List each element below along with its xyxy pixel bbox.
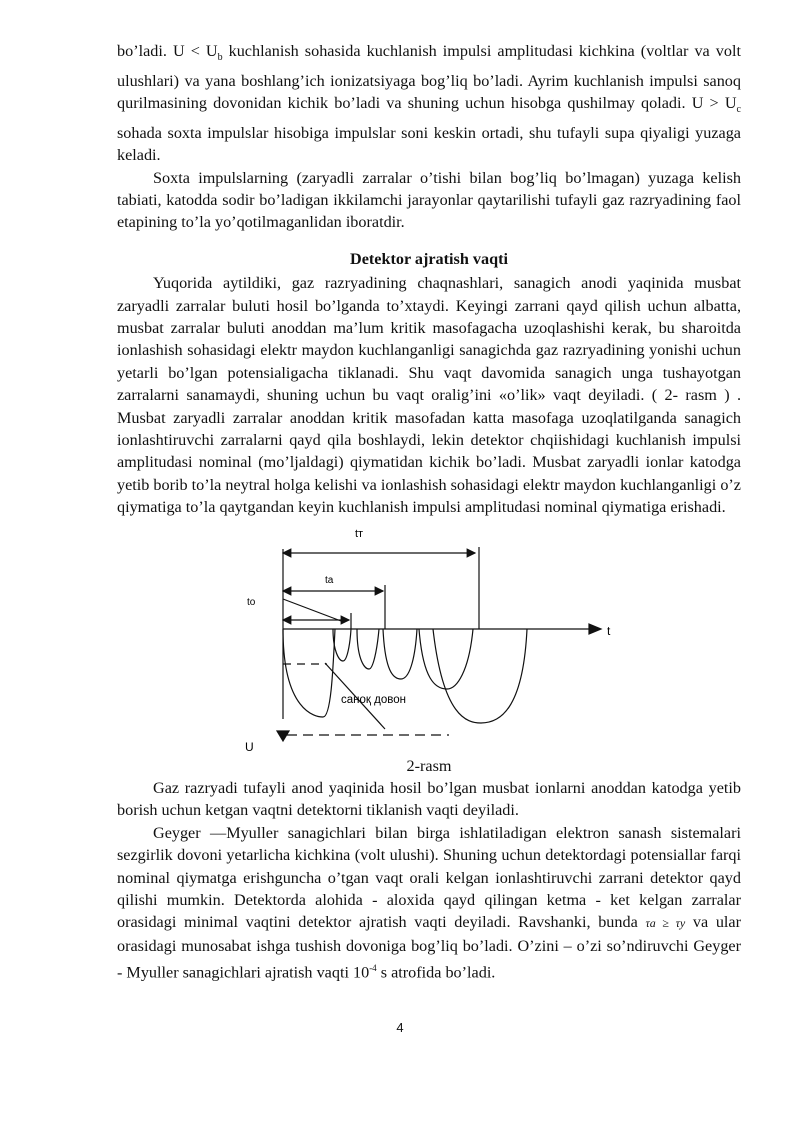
paragraph-1 (117, 40, 741, 167)
pulse-1 (283, 629, 335, 717)
figure-2 (117, 519, 741, 751)
text: va ular orasidagi munosabat ishga tushish dovoniga bog’liq bo’ladi. O’zini – o’zi so’ndiruvchi Geyger - Myuller sanagichlari ajratish vaqti 10 (117, 913, 741, 982)
paragraph-2: Soxta impulslarning (zaryadli zarralar o’tishi bilan bog’liq bo’lmagan) yuzaga kelish tabiati, katodda sodir bo’ladigan ikkilamchi jarayonlar qaytarilishi tufayli gaz razryadining faol etapining to’la yo’qotilmaganlidan iboratdir. (117, 168, 741, 232)
text: s atrofida bo’ladi. (376, 963, 496, 982)
page-number: 4 (396, 1020, 404, 1035)
superscript: -4 (369, 963, 377, 974)
pulse-6 (433, 629, 527, 723)
tr-label: tт (355, 527, 364, 540)
text: kuchlanish sohasida kuchlanish impulsi amplitudasi kichkina (voltlar va volt ulushlari) va yana boshlang’ich ionizatsiyaga bog’liq bo’ladi. Ayrim kuchlanish impulsi sanoq qurilmasining dovonidan kichik bo’ladi va shuning uchun hisobga qushilmay qoladi. U > U (117, 42, 741, 113)
pulse-5 (419, 629, 473, 689)
paragraph-5 (117, 822, 741, 984)
pulse-2 (333, 629, 351, 661)
u-marker (277, 731, 289, 741)
document-page (117, 40, 741, 984)
inequality-formula: τа ≥ τу (645, 916, 686, 931)
text: bo’ladi. U < U (117, 42, 218, 60)
dead-time-diagram (237, 521, 637, 753)
figure-caption: 2-rasm (406, 756, 452, 775)
text: sohada soxta impulslar hisobiga impulslar soni keskin ortadi, shu tufayli supa qiyaligi yuzaga keladi. (117, 123, 741, 165)
text: Geyger —Myuller sanagichlari bilan birga ishlatiladigan elektron sanash sistemalari sezgirlik dovoni yetarlicha kichkina (volt ulushi). Shuning uchun detektordagi potensiallar farqi nominal qiymatga erishguncha o’tgan vaqt orali kelgan ionlashtiruvchi zarrani detektor qayd qilishi mumkin. Detektorda alohida - aloxida qayd qilingan ketma - ket kelgan zarralar orasidagi minimal vaqtini detektor ajratish vaqti deyiladi. Ravshanki, bunda (117, 823, 741, 932)
ta-label: tа (325, 574, 334, 586)
t-axis-arrow (589, 624, 601, 634)
pulse-4 (383, 629, 417, 679)
subscript: c (736, 104, 741, 116)
paragraph-3: Yuqorida aytildiki, gaz razryadining chaqnashlari, sanagich anodi yaqinida musbat zaryadli zarralar buluti hosil bo’lganda to’xtaydi. Keyingi zarrani qayd qilish uchun albatta, musbat zarralar buluti anoddan ma’lum kritik masofagacha uzoqlashishi kerak, bu sharoitda ionlashish sohasidagi elektr maydon kuchlanganligi sanagichda gaz razryadining yonishi uchun yetarli bo’lgan potensialigacha tiklanadi. Shu vaqt davomida sanagich unga tushayotgan zarralarni sanamaydi, shuning uchun bu vaqt oralig’ini «o’lik» vaqt deyiladi. ( 2- rasm ) . Musbat zaryadli zarralar anoddan kritik masofadan katta masofaga uzoqlatilganda sanagich ionlashtiruvchi zarralarni qayd qila boshlaydi, lekin detektor chqiishidagi kuchlanish impulsi amplitudasi nominal (mo’ljaldagi) qiymatidan kichik bo’ladi. Musbat zaryadli ionlar katodga yetib borib to’la neytral holga kelishi va ionlashish sohasidagi elektr maydon kuchlanganligi o’z qiymatiga to’la qaytgandan keyin kuchlanish impulsi amplitudasi nominal qiymatiga erishadi. (117, 274, 741, 517)
t0-label: tо (247, 596, 256, 608)
t-axis-label: t (607, 623, 611, 638)
paragraph-4: Gaz razryadi tufayli anod yaqinida hosil bo’lgan musbat ionlarni anoddan katodga yetib borish uchun ketgan vaqtni detektorni tiklanish vaqti deyiladi. (117, 779, 741, 820)
subscript: b (217, 52, 223, 64)
section-heading: Detektor ajratish vaqti (350, 249, 508, 268)
u-axis-label: U (245, 739, 254, 753)
threshold-label: саноқ довон (341, 693, 406, 706)
slope-line (283, 599, 341, 621)
pulse-3 (357, 629, 379, 669)
